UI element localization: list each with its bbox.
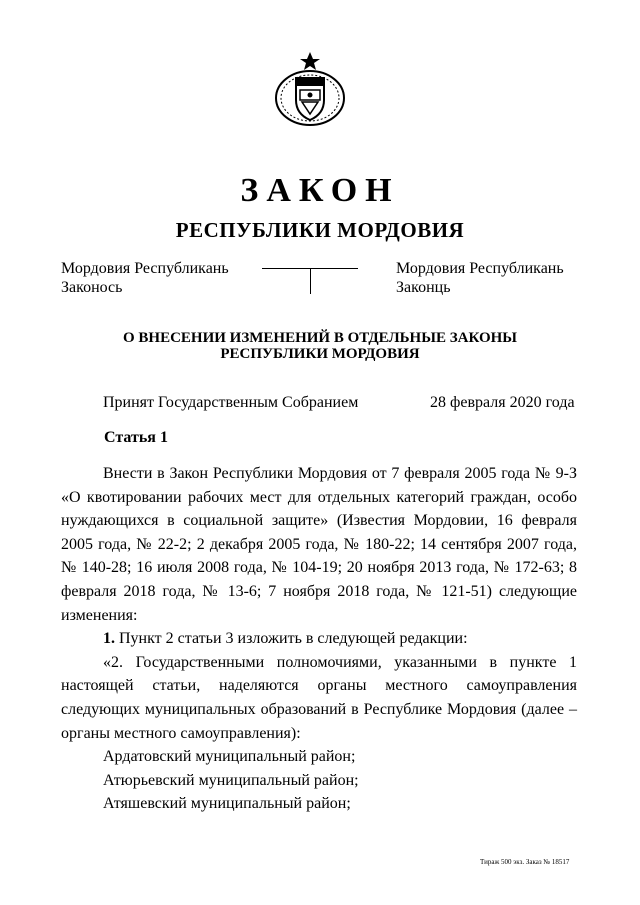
district-list-item: Ардатовский муниципальный район; bbox=[103, 748, 356, 766]
document-subtitle: РЕСПУБЛИКИ МОРДОВИЯ bbox=[175, 218, 465, 242]
amendment-item bbox=[61, 627, 577, 651]
coat-of-arms-emblem bbox=[272, 48, 348, 128]
law-title: О ВНЕСЕНИИ ИЗМЕНЕНИЙ В ОТДЕЛЬНЫЕ ЗАКОНЫ РЕСПУБЛИКИ МОРДОВИЯ bbox=[122, 330, 518, 362]
adoption-date: 28 февраля 2020 года bbox=[430, 394, 575, 411]
article-intro-paragraph: Внести в Закон Республики Мордовия от 7 февраля 2005 года № 9-З «О квотировании рабочих мест для отдельных категорий граждан, особо нуждающихся в социальной защите» (Известия Мордовии, 16 февраля 2005 года, № 22-2; 2 декабря 2005 года, № 180-22; 14 сентября 2007 года, № 140-28; 16 июля 2008 года, № 104-19; 20 ноября 2013 года, № 172-63; 8 февраля 2018 года, № 13-6; 7 ноября 2018 года, № 121-51) следующие изменения: bbox=[61, 465, 577, 624]
district-list-item: Атяшевский муниципальный район; bbox=[103, 795, 351, 813]
document-title: ЗАКОН bbox=[240, 172, 400, 209]
district-list-item: Атюрьевский муниципальный район; bbox=[103, 771, 359, 789]
print-run-note: Тираж 500 экз. Заказ № 18517 bbox=[480, 858, 570, 866]
translation-right: Мордовия Республикань Законць bbox=[396, 260, 564, 296]
item-number: 1. bbox=[103, 630, 115, 648]
item-text: Пункт 2 статьи 3 изложить в следующей редакции: bbox=[119, 630, 468, 648]
adoption-label: Принят Государственным Собранием bbox=[103, 394, 359, 411]
divider-mark-vertical bbox=[310, 268, 311, 294]
article-heading: Статья 1 bbox=[104, 429, 168, 446]
quoted-provision: «2. Государственными полномочиями, указанными в пункте 1 настоящей статьи, наделяются органы местного самоуправления следующих муниципальных образований в Республике Мордовия (далее – органы местного самоуправления): bbox=[61, 653, 577, 742]
article-body bbox=[61, 462, 577, 816]
translation-left: Мордовия Республикань Законось bbox=[61, 260, 229, 296]
